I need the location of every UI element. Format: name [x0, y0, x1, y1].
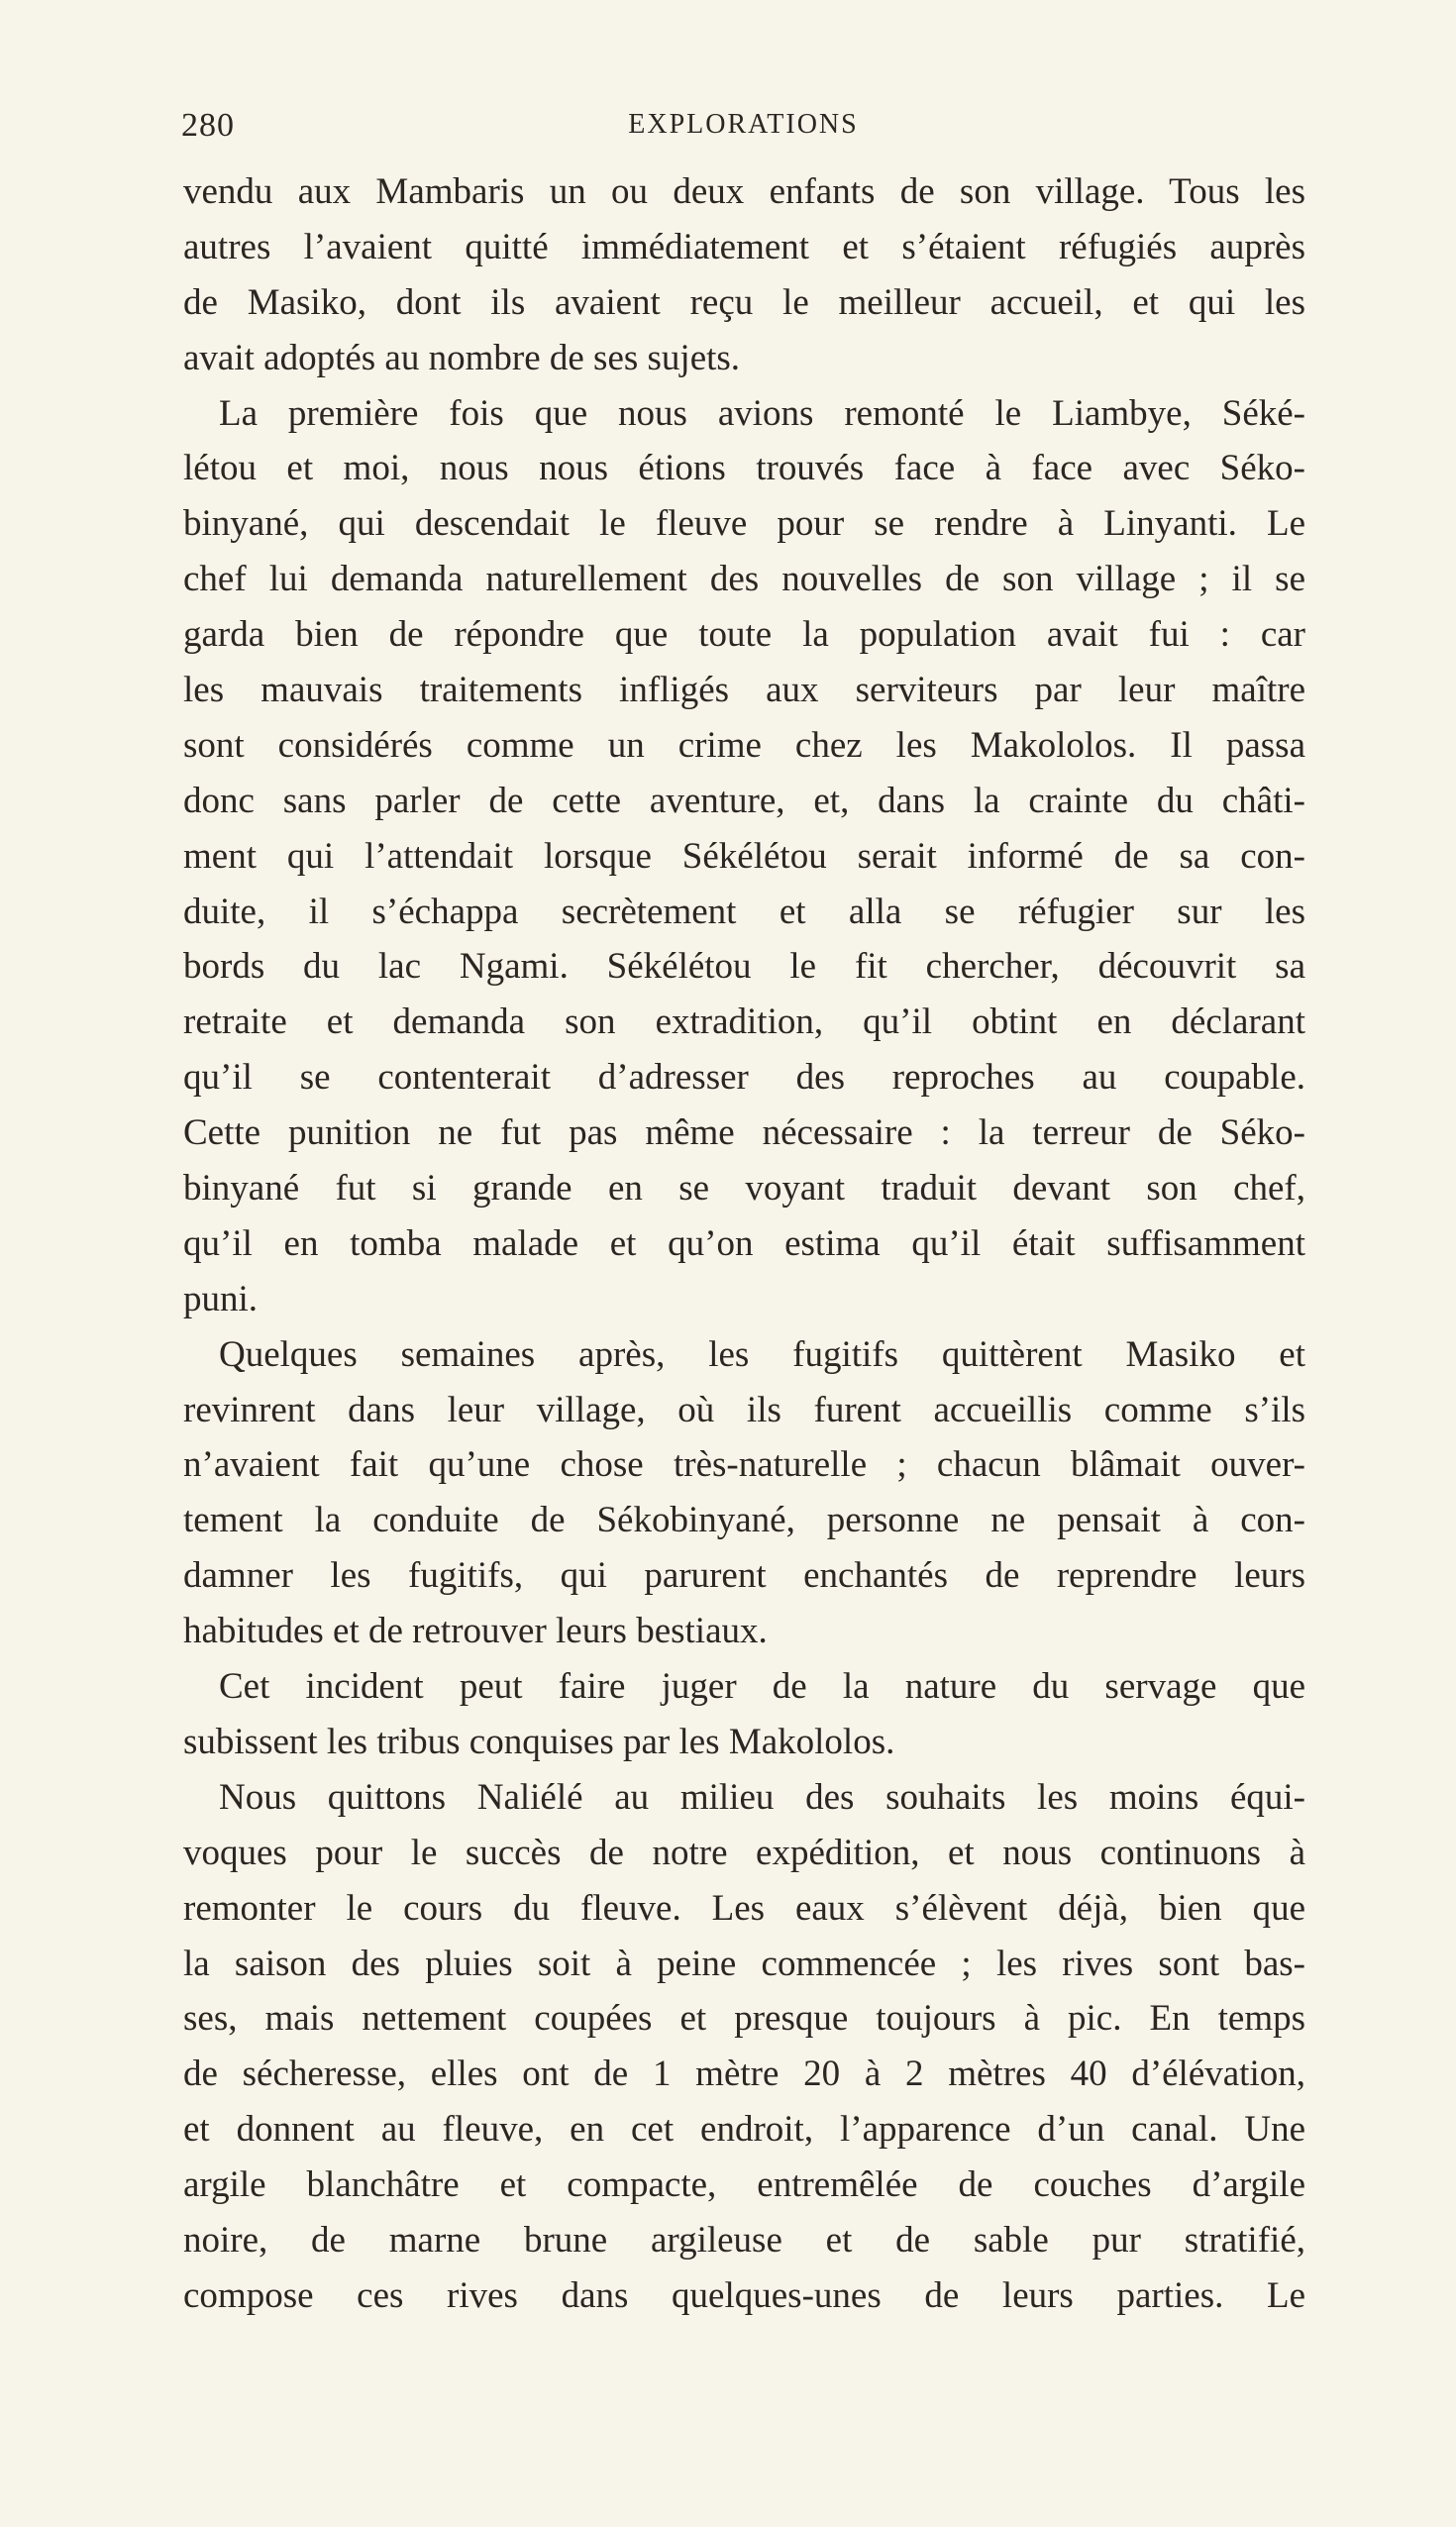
text-line: de Masiko, dont ils avaient reçu le meilleur accueil, et qui les — [183, 281, 1305, 323]
text-line: Nous quittons Naliélé au milieu des souhaits les moins équi- — [219, 1776, 1305, 1818]
text-line: et donnent au fleuve, en cet endroit, l’apparence d’un canal. Une — [183, 2109, 1305, 2151]
text-line: remonter le cours du fleuve. Les eaux s’élèvent déjà, bien que — [183, 1887, 1305, 1929]
text-line: vendu aux Mambaris un ou deux enfants de son village. Tous les — [183, 171, 1305, 212]
text-line: puni. — [183, 1278, 259, 1319]
text-line: donc sans parler de cette aventure, et, dans la crainte du châti- — [183, 780, 1305, 821]
paragraph — [183, 386, 1305, 1327]
text-line: La première fois que nous avions remonté le Liambye, Séké- — [219, 392, 1305, 434]
paragraph — [183, 164, 1305, 386]
text-line: duite, il s’échappa secrètement et alla se réfugier sur les — [183, 891, 1305, 932]
text-line: subissent les tribus conquises par les Makololos. — [183, 1721, 895, 1762]
text-line: argile blanchâtre et compacte, entremêlée de couches d’argile — [183, 2164, 1305, 2206]
text-line: de sécheresse, elles ont de 1 mètre 20 à 2 mètres 40 d’élévation, — [183, 2053, 1305, 2095]
text-line: ment qui l’attendait lorsque Sékélétou serait informé de sa con- — [183, 835, 1305, 877]
running-title: EXPLORATIONS — [628, 109, 859, 140]
text-line: autres l’avaient quitté immédiatement et s’étaient réfugiés auprès — [183, 226, 1305, 267]
text-line: Quelques semaines après, les fugitifs quittèrent Masiko et — [219, 1333, 1305, 1375]
text-line: noire, de marne brune argileuse et de sable pur stratifié, — [183, 2219, 1305, 2261]
text-line: ses, mais nettement coupées et presque toujours à pic. En temps — [183, 1998, 1305, 2040]
text-line: qu’il en tomba malade et qu’on estima qu’il était suffisamment — [183, 1222, 1305, 1264]
text-line: binyané fut si grande en se voyant traduit devant son chef, — [183, 1168, 1305, 1210]
text-line: retraite et demanda son extradition, qu’il obtint en déclarant — [183, 1001, 1305, 1043]
text-line: Cette punition ne fut pas même nécessaire : la terreur de Séko- — [183, 1112, 1305, 1154]
text-line: Cet incident peut faire juger de la nature du servage que — [219, 1666, 1305, 1708]
text-line: létou et moi, nous nous étions trouvés face à face avec Séko- — [183, 448, 1305, 489]
text-line: voques pour le succès de notre expédition, et nous continuons à — [183, 1832, 1305, 1873]
paragraph — [183, 1327, 1305, 1659]
text-line: bords du lac Ngami. Sékélétou le fit chercher, découvrit sa — [183, 946, 1305, 988]
text-line: garda bien de répondre que toute la population avait fui : car — [183, 614, 1305, 656]
text-line: n’avaient fait qu’une chose très-naturelle ; chacun blâmait ouver- — [183, 1444, 1305, 1486]
text-line: tement la conduite de Sékobinyané, personne ne pensait à con- — [183, 1500, 1305, 1541]
text-line: compose ces rives dans quelques-unes de leurs parties. Le — [183, 2274, 1305, 2316]
text-line: la saison des pluies soit à peine commencée ; les rives sont bas- — [183, 1943, 1305, 1984]
text-line: damner les fugitifs, qui parurent enchantés de reprendre leurs — [183, 1555, 1305, 1597]
text-line: revinrent dans leur village, où ils furent accueillis comme s’ils — [183, 1389, 1305, 1430]
text-line: binyané, qui descendait le fleuve pour se rendre à Linyanti. Le — [183, 503, 1305, 545]
text-line: avait adoptés au nombre de ses sujets. — [183, 337, 741, 378]
page-number: 280 — [181, 107, 235, 144]
page-header — [181, 107, 1305, 151]
paragraph — [183, 1659, 1305, 1770]
text-line: sont considérés comme un crime chez les Makololos. Il passa — [183, 724, 1305, 766]
paragraph — [183, 1770, 1305, 2324]
body-text — [183, 164, 1305, 2324]
text-line: qu’il se contenterait d’adresser des reproches au coupable. — [183, 1057, 1305, 1099]
text-line: les mauvais traitements infligés aux serviteurs par leur maître — [183, 670, 1305, 711]
text-line: chef lui demanda naturellement des nouvelles de son village ; il se — [183, 559, 1305, 600]
text-line: habitudes et de retrouver leurs bestiaux. — [183, 1611, 768, 1652]
